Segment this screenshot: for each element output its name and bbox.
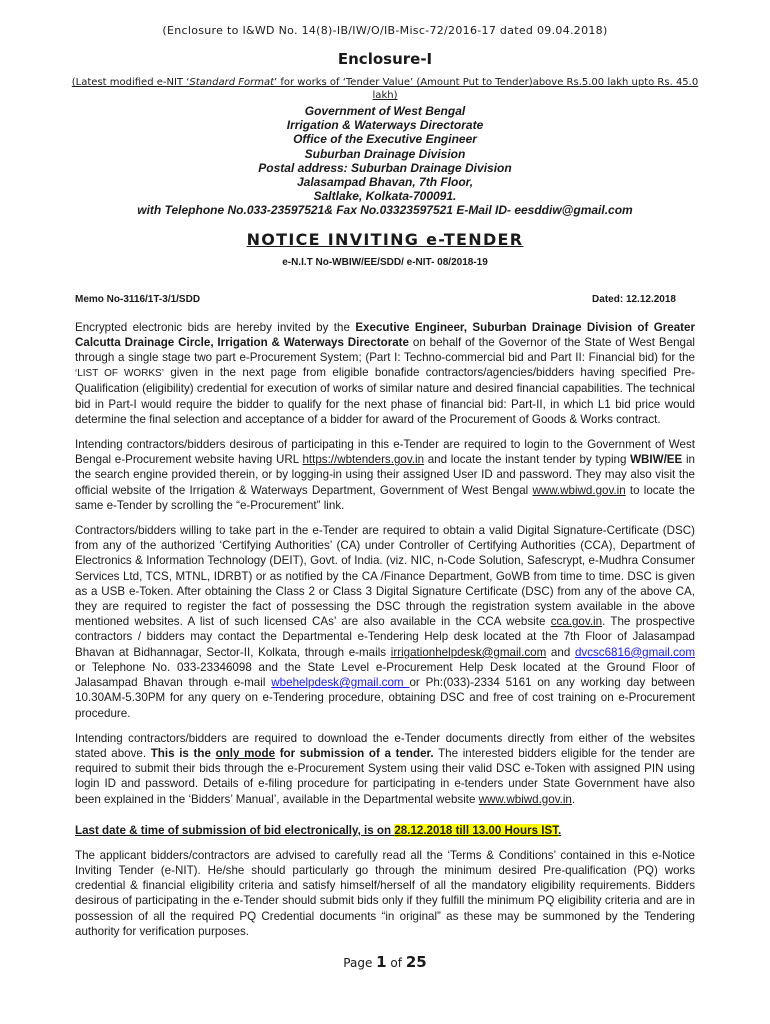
page-label: Page (343, 955, 377, 970)
text-segment: WBIW/EE (630, 453, 683, 467)
last-date-value: 28.12.2018 till 13.00 Hours IST (394, 823, 559, 837)
text-segment: on behalf of the Governor of the State of West Bengal through a single stage two part e-Procurement System; (Part I: Techno-commercial bid and Part II: Financial bid) for the (75, 335, 696, 365)
link[interactable]: dvcsc6816@gmail.com (574, 645, 695, 659)
link[interactable]: https://wbtenders.gov.in (302, 453, 425, 467)
org-line: Jalasampad Bhavan, 7th Floor, (296, 175, 474, 190)
text-segment: . The prospective contractors / bidders may contact the Departmental e-Tendering Help desk located at the 7th Floor of Jalasampad Bhavan at Bidhannagar, Sector-II, Kolkata, through e-mails (75, 615, 695, 659)
memo-date: Dated: 12.12.2018 (592, 293, 676, 305)
text-segment: in the search engine provided therein, or by logging-in using their assigned User ID and password. They may also visit the official website of the Irrigation & Waterways Department, Government of West Bengal (75, 453, 695, 497)
nit-number: e-N.I.T No-WBIW/EE/SDD/ e-NIT- 08/2018-19 (282, 256, 488, 268)
text-segment: Intending contractors/bidders are required to download the e-Tender documents directly from either of the websites stated above. (75, 731, 695, 760)
link[interactable]: www.wbiwd.gov.in (532, 483, 626, 497)
text-segment: Executive Engineer, Suburban Drainage Division of Greater Calcutta Drainage Circle, Irrigation & Waterways Directorate (75, 320, 695, 349)
notice-title: NOTICE INVITING e-TENDER (246, 229, 524, 249)
text-segment: ‘LIST OF WORKS’ (75, 368, 164, 380)
text-segment: only mode (215, 746, 276, 760)
memo-number: Memo No-3116/1T-3/1/SDD (75, 293, 201, 305)
org-line: Postal address: Suburban Drainage Division (258, 160, 512, 175)
text-segment: and (546, 645, 575, 659)
paragraph-terms: The applicant bidders/contractors are advised to carefully read all the ‘Terms & Conditions’ contained in this e-Notice Inviting Tender (e-NIT). He/she should particularly go through the minimum desired Pre-qualification (PQ) works credential & financial eligibility criteria and satisfy himself/herself of all the mandatory eligibility requirements. Bidders desirous of participating in the e-Tender should submit bids only if they fulfill the minimum PQ eligibility criteria and are in possession of all the required PQ Credential documents “in original” as these may be summoned by the Tendering authority for verification purposes. (75, 848, 695, 938)
subtitle-text: ’ for works of ‘Tender Value’ (Amount Put to Tender)above Rs.5.00 lakh upto Rs. 45.0 lakh) (274, 77, 699, 101)
text-segment: or Telephone No. 033-23346098 and the State Level e-Procurement Help Desk located at the Ground Floor of Jalasampad Bhavan through e-mail (75, 660, 695, 690)
of-label: of (386, 955, 406, 970)
text-segment: Contractors/bidders willing to take part in the e-Tender are required to obtain a valid Digital Signature-Certificate (DSC) from any of the authorized ‘Certifying Authorities’ (CA) under Controller of Certifying Authorities (CCA), Department of Electronics & Information Technology (DEIT), Govt. of India. (viz. NIC, n-Code Solution, Safescrypt, e-Mudhra Consumer Services Ltd, TCS, MTNL, IDRBT) or as notified by the CA /Finance Department, GoWB from time to time. DSC is given as a USB e-Token. After obtaining the Class 2 or Class 3 Digital Signature Certificate (DSC) from any of the above CA, they are required to register the fact of possessing the DSC through the registration system available in the above mentioned websites. A list of such licensed CAs’ are also available in the CCA website (75, 524, 695, 629)
page-footer (75, 953, 695, 972)
memo-row (75, 293, 695, 306)
enclosure-reference: (Enclosure to I&WD No. 14(8)-IB/IW/O/IB-Misc-72/2016-17 dated 09.04.2018) (162, 24, 608, 37)
text-segment: and locate the instant tender by typing (424, 453, 631, 467)
format-subtitle (66, 76, 704, 102)
paragraph-dsc (75, 523, 695, 721)
text-segment: . (571, 792, 576, 806)
enclosure-title: Enclosure-I (337, 50, 433, 68)
paragraph-invitation (75, 320, 695, 427)
link[interactable]: wbehelpdesk@gmail.com (271, 676, 410, 690)
text-segment: Intending contractors/bidders desirous of participating in this e-Tender are required to login to the Government of West Bengal e-Procurement website having URL (75, 438, 695, 467)
link[interactable]: www.wbiwd.gov.in (478, 792, 572, 806)
org-line: Saltlake, Kolkata-700091. (313, 189, 457, 204)
organization-address (75, 104, 695, 218)
last-date-end: . (558, 823, 562, 837)
text-segment: Encrypted electronic bids are hereby invited by the (75, 320, 356, 334)
org-line: Government of West Bengal (304, 104, 466, 118)
org-line: Office of the Executive Engineer (293, 132, 477, 147)
link[interactable]: irrigationhelpdesk@gmail.com (390, 645, 547, 659)
last-date-line (75, 823, 695, 838)
page-number: 1 (376, 952, 387, 971)
text-segment: The interested bidders eligible for the tender are required to submit their bids through the e-Procurement System using their valid DSC e-Token with assigned PIN using login ID and password. Details of e-filing procedure for participating in e-tenders under State Government have also been explained in the ‘Bidders’ Manual’, available in the Departmental website (75, 746, 695, 806)
text-segment: for submission of a tender. (275, 746, 434, 760)
text-segment: or Ph:(033)-2334 5161 on any working day between 10.30AM-5.30PM for any query on e-Tendering procedure, obtaining DSC and free of cost training on e-Procurement procedure. (75, 676, 695, 720)
text-segment: This is the (150, 746, 216, 760)
org-line: Irrigation & Waterways Directorate (286, 118, 484, 133)
org-line: Suburban Drainage Division (304, 146, 466, 161)
last-date-label: Last date & time of submission of bid electronically, is on (75, 823, 395, 837)
text-segment: to locate the same e-Tender by scrolling the “e-Procurement” link. (75, 483, 695, 512)
paragraph-download (75, 731, 695, 807)
subtitle-text: (Latest modified e-NIT ‘ (71, 77, 190, 88)
subtitle-italic: Standard Format (189, 77, 275, 88)
link[interactable]: cca.gov.in (550, 615, 603, 629)
page-total: 25 (405, 952, 427, 971)
text-segment: given in the next page from eligible bonafide contractors/agencies/bidders having specified Pre-Qualification (eligibility) credential for execution of works of similar nature and desired financial capabilities. The technical bid in Part-I would require the bidder to qualify for the next phase of financial bid: Part-II, in which L1 bid price would determine the final selection and acceptance of a bidder for award of the Procurement of Goods & Works contract. (75, 366, 696, 426)
org-line: with Telephone No.033-23597521& Fax No.03323597521 E-Mail ID- eesddiw@gmail.com (137, 203, 633, 218)
paragraph-login (75, 437, 695, 513)
